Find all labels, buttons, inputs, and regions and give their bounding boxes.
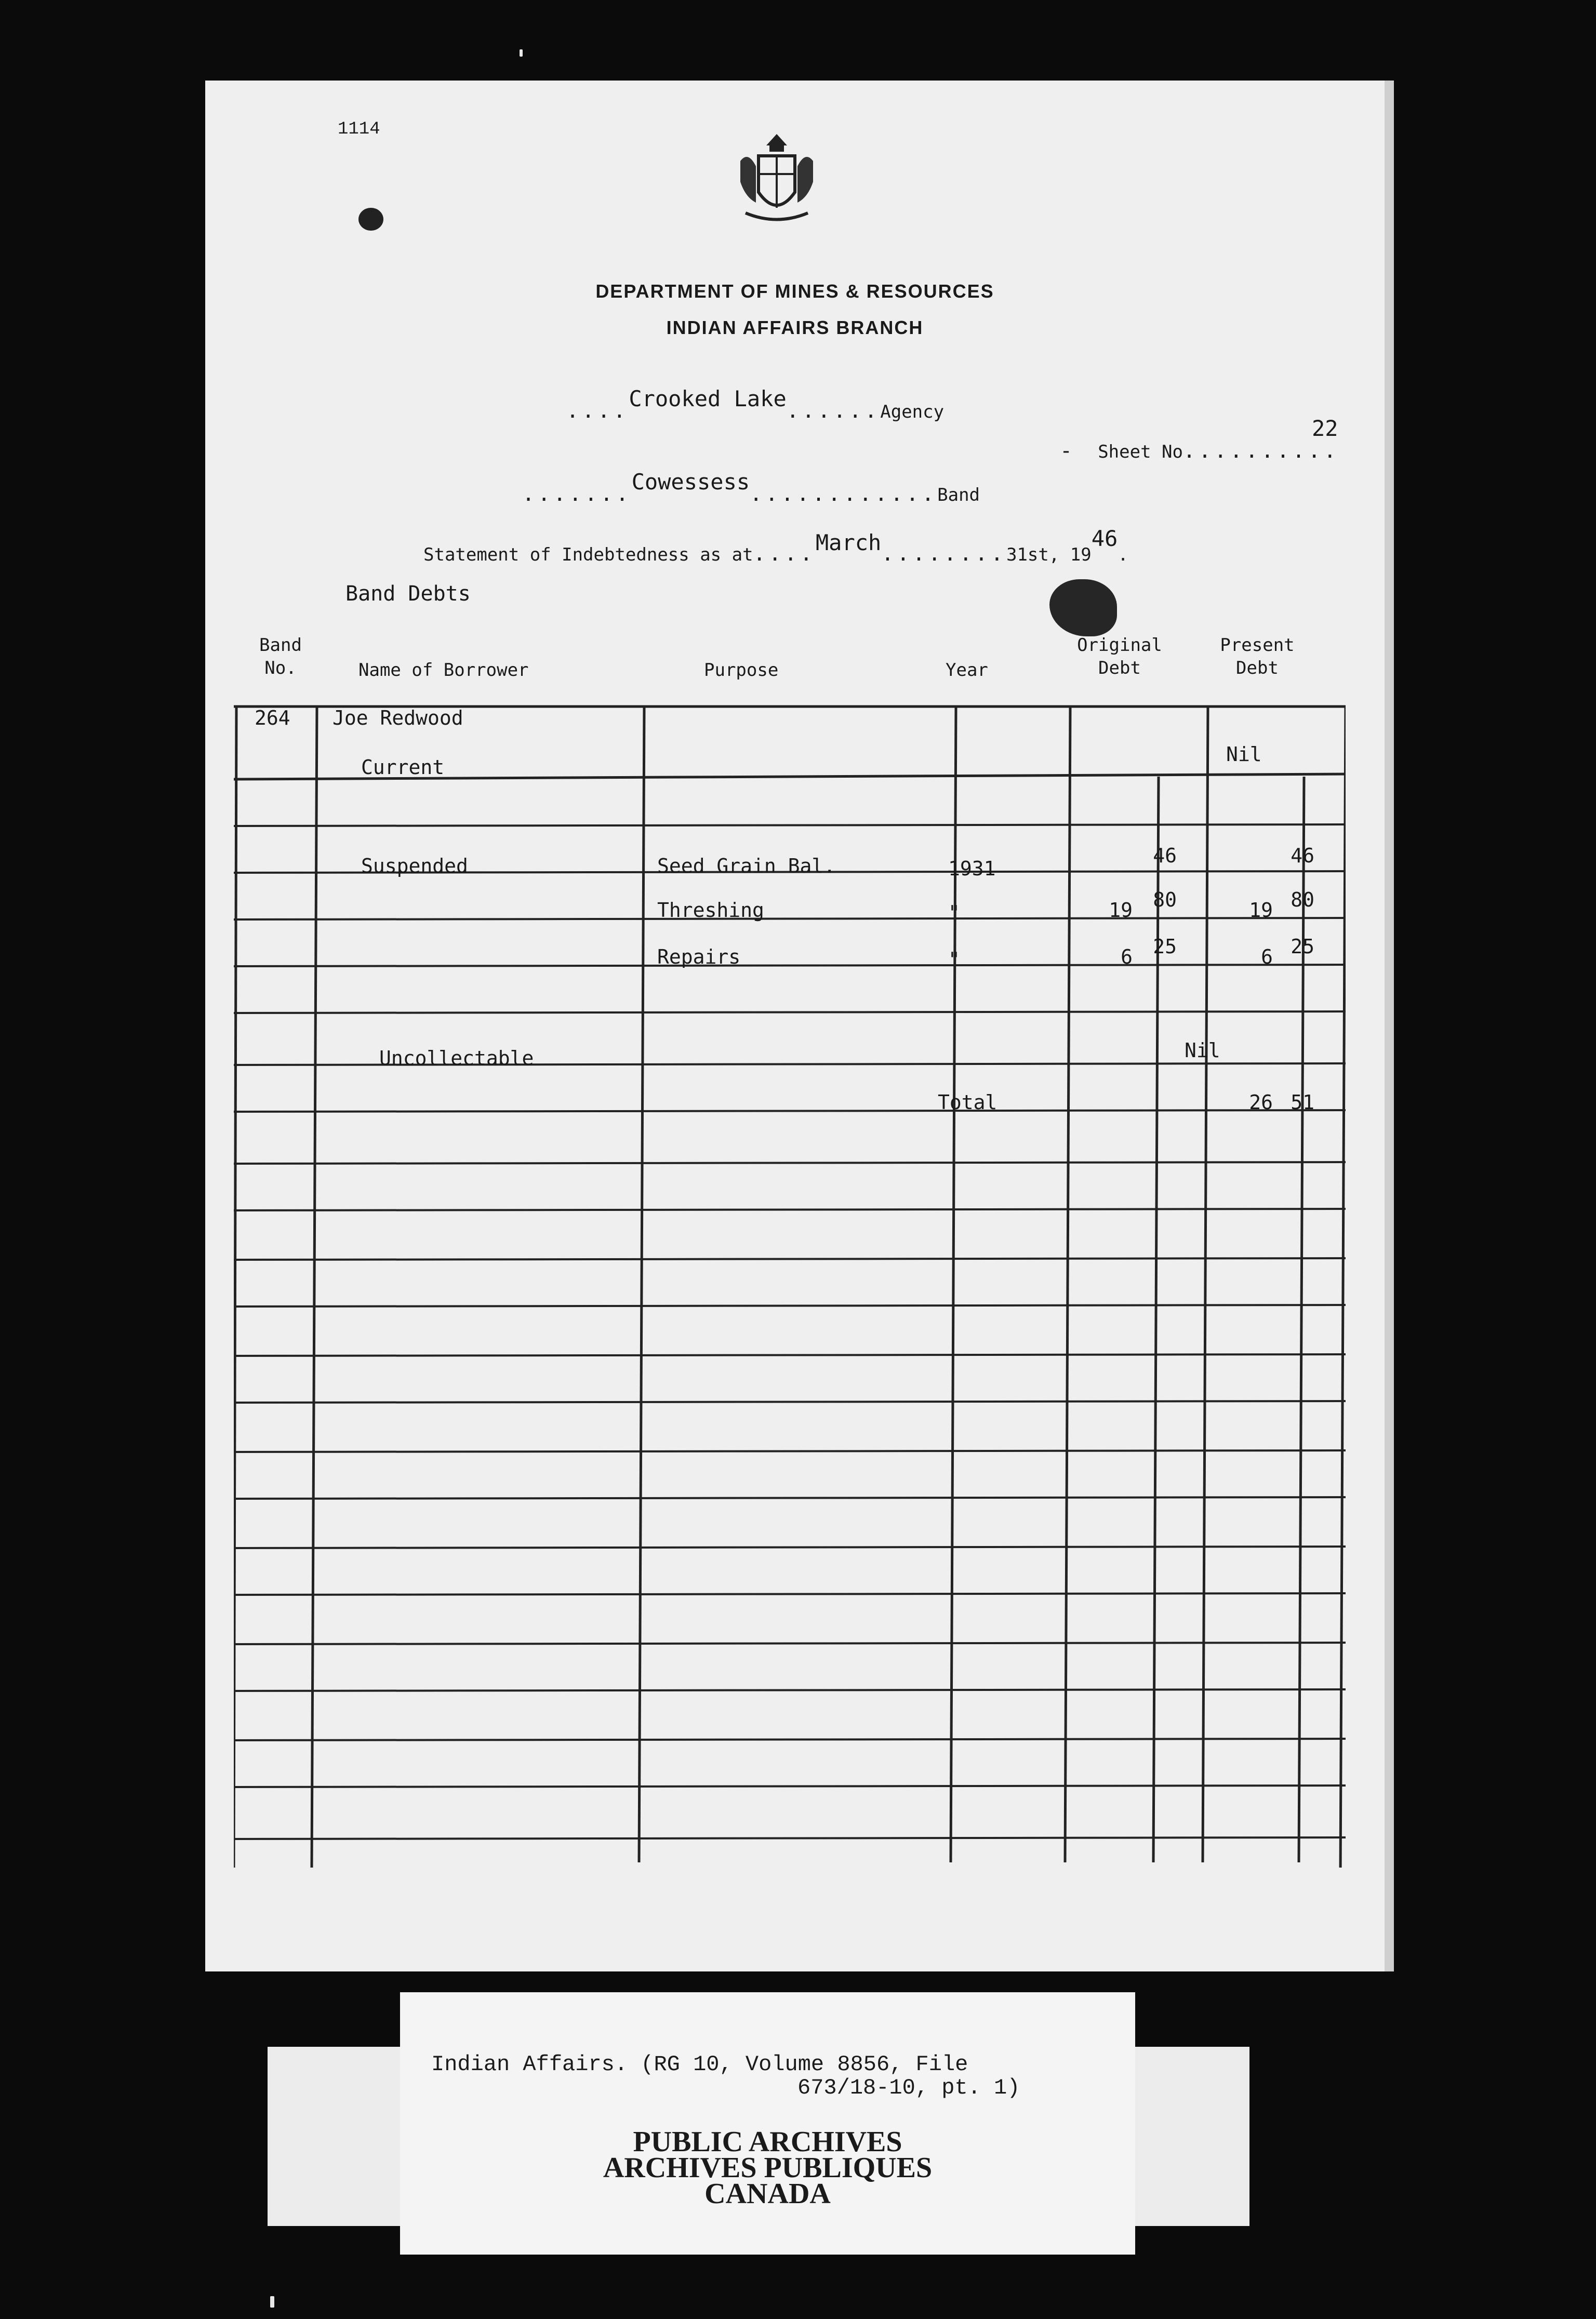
row-purpose: Threshing bbox=[657, 899, 764, 922]
header-band-no-line2: No. bbox=[264, 658, 297, 678]
total-label: Total bbox=[938, 1091, 998, 1114]
current-label: Current bbox=[361, 756, 445, 779]
table-rule bbox=[234, 1011, 1346, 1013]
uncollectable-nil: Nil bbox=[1185, 1039, 1220, 1062]
department-title: DEPARTMENT OF MINES & RESOURCES bbox=[595, 281, 994, 302]
table-rule bbox=[234, 918, 1346, 919]
row-present-cents: 25 bbox=[1291, 935, 1314, 958]
band-value: Cowessess bbox=[631, 469, 750, 495]
document-sheet bbox=[205, 81, 1385, 1971]
header-year: Year bbox=[946, 660, 988, 681]
scan-dust bbox=[520, 49, 523, 57]
row-original-dollars: 6 bbox=[1121, 945, 1133, 968]
row-original-cents: 46 bbox=[1153, 844, 1177, 867]
row-original-dollars: 19 bbox=[1109, 899, 1133, 922]
band-line: .......Cowessess............Band bbox=[522, 469, 980, 506]
band-label: Band bbox=[937, 485, 980, 505]
punch-hole bbox=[358, 208, 383, 231]
row-year: " bbox=[948, 948, 960, 971]
table-rule bbox=[234, 1739, 1346, 1740]
table-rule bbox=[234, 965, 1346, 966]
statement-label: Statement of Indebtedness as at bbox=[423, 544, 753, 565]
total-dollars: 26 bbox=[1249, 1091, 1273, 1114]
row-present-dollars: 6 bbox=[1261, 945, 1273, 968]
row-original-cents: 25 bbox=[1153, 935, 1177, 958]
reference-number: 1114 bbox=[338, 119, 380, 139]
day-text: 31st, 19 bbox=[1006, 544, 1092, 565]
scan-dust bbox=[270, 2296, 274, 2308]
header-original-line2: Debt bbox=[1098, 658, 1141, 678]
sheet-value: 22 bbox=[1312, 416, 1338, 441]
header-original-debt bbox=[1065, 634, 1174, 679]
agency-label: Agency bbox=[880, 402, 945, 422]
table-rule bbox=[234, 1593, 1346, 1595]
borrower-name: Joe Redwood bbox=[332, 707, 463, 729]
row-year: 1931 bbox=[948, 857, 996, 880]
archives-fr: ARCHIVES PUBLIQUES bbox=[603, 2152, 933, 2184]
header-band-no bbox=[247, 634, 314, 679]
table-rule bbox=[234, 1643, 1346, 1644]
table-rule bbox=[234, 1450, 1346, 1452]
header-band-no-line1: Band bbox=[259, 635, 302, 656]
archive-ref-line2: 673/18-10, pt. 1) bbox=[797, 2075, 1020, 2100]
uncollectable-label: Uncollectable bbox=[379, 1047, 534, 1070]
row-purpose: Seed Grain Bal. bbox=[657, 855, 836, 877]
table-rule bbox=[234, 1162, 1346, 1164]
archive-ref-line1: Indian Affairs. (RG 10, Volume 8856, File bbox=[431, 2052, 968, 2077]
table-rule bbox=[234, 1354, 1346, 1356]
row-present-cents: 80 bbox=[1291, 888, 1314, 911]
statement-line: Statement of Indebtedness as at....March........31st, 1946. bbox=[423, 526, 1128, 566]
debt-table-grid bbox=[234, 621, 1346, 1868]
header-present-line1: Present bbox=[1220, 635, 1295, 656]
table-rule bbox=[234, 1497, 1346, 1499]
section-title: Band Debts bbox=[345, 582, 471, 606]
table-rule bbox=[234, 1258, 1346, 1260]
table-rule bbox=[234, 1689, 1346, 1691]
header-original-line1: Original bbox=[1077, 635, 1162, 656]
archives-country: CANADA bbox=[704, 2178, 831, 2210]
archives-en: PUBLIC ARCHIVES bbox=[633, 2126, 902, 2158]
agency-value: Crooked Lake bbox=[629, 386, 787, 411]
header-purpose: Purpose bbox=[704, 660, 779, 681]
coat-of-arms-icon bbox=[735, 130, 818, 234]
row-present-cents: 46 bbox=[1291, 844, 1314, 867]
table-rule bbox=[234, 1837, 1346, 1839]
current-nil: Nil bbox=[1226, 743, 1262, 766]
row-year: " bbox=[948, 901, 960, 924]
year-value: 46 bbox=[1091, 526, 1118, 551]
agency-line: ....Crooked Lake......Agency bbox=[566, 386, 945, 423]
suspended-label: Suspended bbox=[361, 855, 468, 877]
table-rule bbox=[234, 1305, 1346, 1307]
month-value: March bbox=[815, 530, 882, 555]
table-rule bbox=[234, 1547, 1346, 1548]
sheet-line: - Sheet No.......... 22 bbox=[1060, 416, 1339, 463]
sheet-label: Sheet No bbox=[1098, 442, 1183, 462]
band-number: 264 bbox=[255, 707, 290, 729]
header-present-line2: Debt bbox=[1236, 658, 1279, 678]
header-name: Name of Borrower bbox=[358, 660, 529, 681]
table-rule bbox=[234, 1785, 1346, 1787]
header-present-debt bbox=[1203, 634, 1312, 679]
row-purpose: Repairs bbox=[657, 945, 741, 968]
table-rule bbox=[234, 1110, 1346, 1112]
table-rule bbox=[234, 1401, 1346, 1403]
total-cents: 51 bbox=[1291, 1091, 1314, 1114]
branch-title: INDIAN AFFAIRS BRANCH bbox=[666, 317, 924, 338]
archive-label bbox=[400, 1992, 1135, 2255]
row-original-cents: 80 bbox=[1153, 888, 1177, 911]
table-rule bbox=[234, 824, 1346, 826]
table-rule bbox=[234, 1209, 1346, 1210]
row-present-dollars: 19 bbox=[1249, 899, 1273, 922]
